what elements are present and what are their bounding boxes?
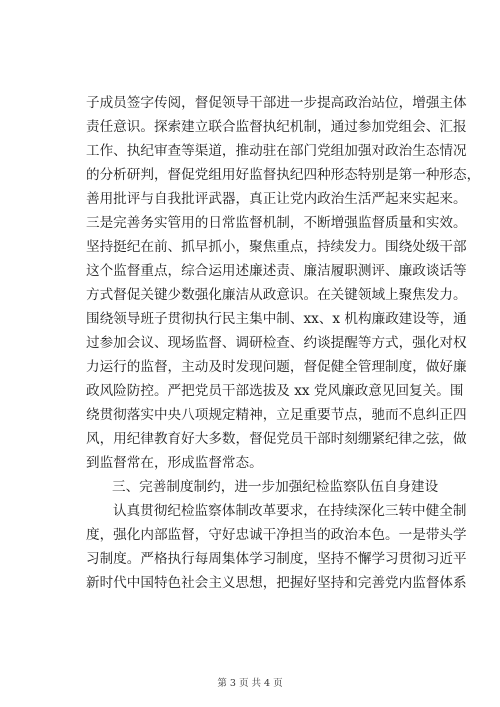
text-line: 责任意识。探索建立联合监督执纪机制，通过参加党组会、汇报	[86, 119, 467, 135]
text-line: 围绕领导班子贯彻执行民主集中制、xx、x 机构廉政建设等，通	[86, 311, 467, 327]
text-line: 习制度。严格执行每周集体学习制度，坚持不懈学习贯彻习近平	[86, 551, 467, 567]
text-line: 风，用纪律教育好大多数，督促党员干部时刻绷紧纪律之弦，做	[86, 431, 467, 447]
text-line: 的分析研判，督促党组用好监督执纪四种形态特别是第一种形态，	[86, 167, 481, 183]
page-footer: 第 3 页 共 4 页	[217, 678, 283, 689]
text-line: 坚持挺纪在前、抓早抓小，聚焦重点，持续发力。围绕处级干部	[86, 239, 467, 255]
text-line: 绕贯彻落实中央八项规定精神，立足重要节点，驰而不息纠正四	[86, 407, 467, 423]
text-line: 到监督常在，形成监督常态。	[86, 455, 263, 471]
text-line: 三是完善务实管用的日常监督机制，不断增强监督质量和实效。	[86, 215, 467, 231]
text-line: 过参加会议、现场监督、调研检查、约谈提醒等方式，强化对权	[86, 335, 467, 351]
text-line: 方式督促关键少数强化廉洁从政意识。在关键领域上聚焦发力。	[86, 287, 467, 303]
text-line: 子成员签字传阅，督促领导干部进一步提高政治站位，增强主体	[86, 95, 467, 111]
text-line: 工作、执纪审查等渠道，推动驻在部门党组加强对政治生态情况	[86, 143, 467, 159]
section-heading: 三、完善制度制约，进一步加强纪检监察队伍自身建设	[112, 479, 439, 495]
text-line: 善用批评与自我批评武器，真正让党内政治生活严起来实起来。	[86, 191, 467, 207]
text-line: 这个监督重点，综合运用述廉述责、廉洁履职测评、廉政谈话等	[86, 263, 467, 279]
text-line: 力运行的监督，主动及时发现问题，督促健全管理制度，做好廉	[86, 359, 467, 375]
text-line: 度，强化内部监督，守好忠诚干净担当的政治本色。一是带头学	[86, 527, 467, 543]
text-line: 认真贯彻纪检监察体制改革要求，在持续深化三转中健全制	[113, 503, 467, 519]
text-line: 新时代中国特色社会主义思想，把握好坚持和完善党内监督体系	[86, 575, 467, 591]
body-text	[86, 91, 481, 595]
text-line: 政风险防控。严把党员干部选拔及 xx 党风廉政意见回复关。围	[86, 383, 464, 399]
